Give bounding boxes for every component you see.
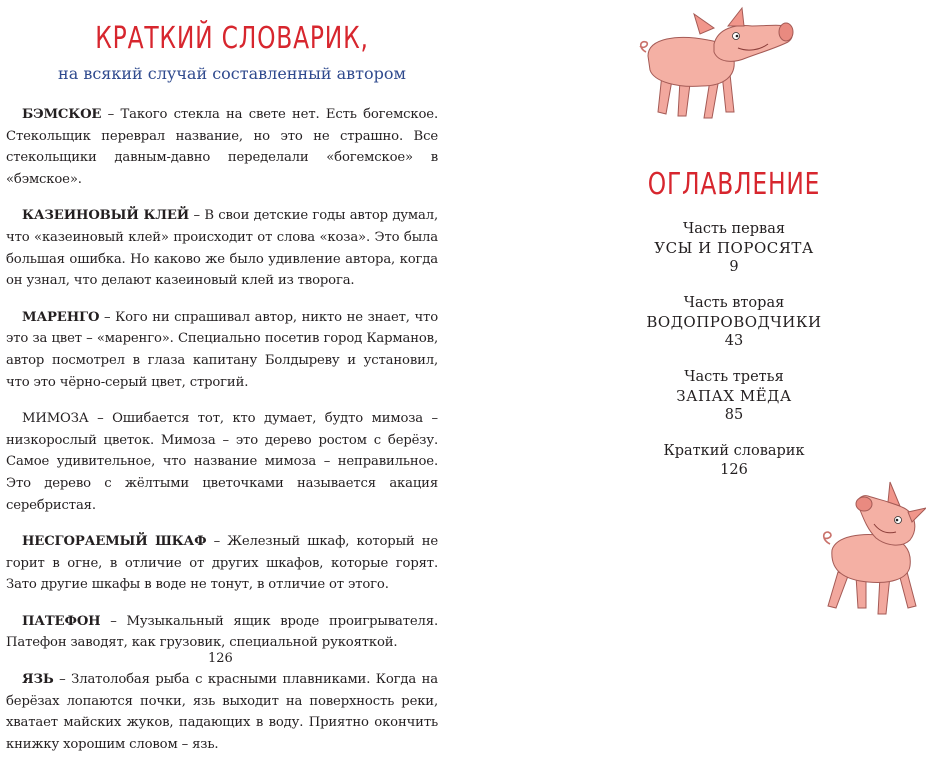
- toc-page-number: 43: [724, 333, 744, 349]
- glossary-entry: [6, 669, 438, 755]
- left-page: [0, 0, 464, 752]
- entry-term: МИМОЗА: [22, 411, 89, 427]
- toc-part-title: ВОДОПРОВОДЧИКИ: [646, 313, 822, 331]
- entry-definition: Музыкальный ящик вроде проигрывателя. Патефон заводят, как грузовик, специальной рукояткой.: [6, 613, 438, 651]
- toc-part-label: Часть первая: [683, 221, 785, 237]
- toc-part-label: Часть третья: [684, 369, 784, 385]
- toc-item[interactable]: [604, 294, 864, 351]
- toc-title: ОГЛАВЛЕНИЕ: [647, 167, 821, 202]
- entry-dash: –: [53, 672, 72, 688]
- pig-ear: [888, 482, 900, 506]
- pig-ear: [908, 508, 926, 522]
- entry-definition: В свои детские годы автор думал, что «казеиновый клей» происходит от слова «коза». Это была большая ошибка. Но каково же было удивление автора, когда он узнал, что делают казеиновый клей из творога.: [6, 208, 439, 289]
- entry-definition: Такого стекла на свете нет. Есть богемское. Стекольщик переврал название, но это не страшно. Все стекольщики давным-давно переделали «богемское» в «бэмское».: [6, 107, 438, 187]
- toc-part-title: УСЫ И ПОРОСЯТА: [654, 239, 814, 257]
- page-number: 126: [208, 651, 233, 666]
- entry-dash: –: [100, 613, 127, 629]
- toc-part-label: Краткий словарик: [663, 443, 805, 459]
- entry-term: КАЗЕИНОВЫЙ КЛЕЙ: [22, 208, 190, 224]
- entry-term: НЕСГОРАЕМЫЙ ШКАФ: [22, 534, 207, 550]
- entry-dash: –: [206, 534, 228, 550]
- toc-item[interactable]: [604, 220, 864, 277]
- glossary-entry: [6, 611, 438, 654]
- pig-tail: [824, 532, 831, 544]
- entry-term: ЯЗЬ: [22, 672, 54, 688]
- entry-dash: –: [101, 107, 121, 122]
- entry-term: БЭМСКОЕ: [22, 107, 102, 122]
- entry-dash: –: [189, 208, 205, 224]
- toc-item[interactable]: [604, 368, 864, 425]
- entry-dash: –: [88, 411, 113, 427]
- glossary-entry: [6, 205, 438, 291]
- toc-page-number: 85: [724, 407, 744, 423]
- entry-definition: Кого ни спрашивал автор, никто не знает, что это за цвет – «маренго». Специально посетив город Карманов, автор посмотрел в глаза капитану Болдыреву и установил, что это чёрно-серый цвет, строгий.: [6, 309, 438, 390]
- entry-term: ПАТЕФОН: [22, 613, 101, 629]
- entry-definition: Ошибается тот, кто думает, будто мимоза – низкорослый цветок. Мимоза – это дерево ростом с берёзу. Самое удивительное, что название мимоза – неправильное. Это дерево с жёлтыми цветочками называется акация серебристая.: [6, 411, 438, 513]
- pig-snout: [856, 497, 872, 511]
- glossary-title: КРАТКИЙ СЛОВАРИК,: [95, 21, 369, 56]
- glossary-entry: [6, 531, 438, 596]
- glossary-entry: [6, 408, 438, 516]
- glossary-entry: [6, 104, 438, 190]
- pig-pupil: [896, 519, 899, 522]
- glossary-entry: [6, 307, 438, 393]
- glossary-subtitle: на всякий случай составленный автором: [58, 64, 406, 83]
- glossary-entries: [6, 104, 438, 770]
- entry-definition: Железный шкаф, который не горит в огне, в отличие от других шкафов, которые горят. Зато другие шкафы в воде не тонут, в отличие от этого.: [6, 534, 438, 593]
- toc-item[interactable]: [604, 442, 864, 480]
- table-of-contents: [604, 220, 864, 497]
- entry-definition: Златолобая рыба с красными плавниками. Когда на берёзах лопаются почки, язь выходит на поверхность реки, хватает майских жуков, падающих в воду. Приятно окончить книжку хорошим словом – язь.: [6, 672, 439, 752]
- pig-illustration: [808, 480, 926, 620]
- entry-term: МАРЕНГО: [22, 309, 100, 325]
- entry-dash: –: [99, 309, 116, 325]
- toc-part-label: Часть вторая: [683, 295, 785, 311]
- toc-part-title: ЗАПАХ МЁДА: [676, 387, 792, 405]
- toc-page-number: 126: [720, 462, 748, 478]
- toc-page-number: 9: [729, 259, 739, 275]
